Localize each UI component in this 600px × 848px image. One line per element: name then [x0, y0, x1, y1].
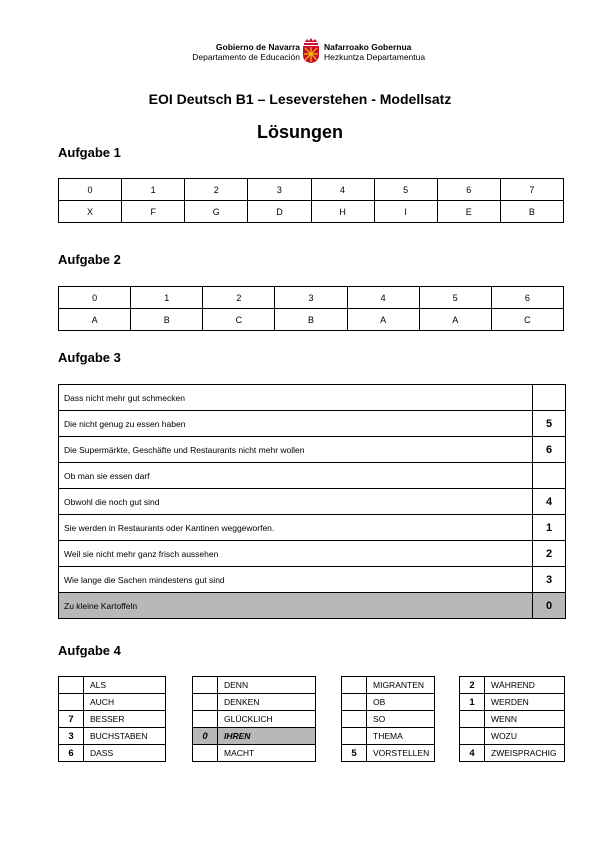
aufgabe4-row [460, 677, 565, 694]
aufgabe4-number [193, 677, 218, 694]
aufgabe4-number: 5 [342, 745, 367, 762]
aufgabe4-number [59, 694, 84, 711]
logo-right-text [324, 42, 425, 62]
aufgabe1-number-row [59, 179, 564, 201]
aufgabe4-number: 4 [460, 745, 485, 762]
aufgabe3-answer: 3 [533, 567, 566, 593]
aufgabe2-number: 2 [203, 287, 275, 309]
aufgabe4-word: DENN [218, 677, 316, 694]
aufgabe1-heading: Aufgabe 1 [58, 145, 121, 160]
aufgabe2-table [58, 286, 564, 331]
aufgabe4-row [460, 711, 565, 728]
aufgabe4-number: 2 [460, 677, 485, 694]
aufgabe4-number [59, 677, 84, 694]
aufgabe2-answer: A [59, 309, 131, 331]
aufgabe1-number: 7 [500, 179, 563, 201]
navarra-coat-of-arms-icon [301, 38, 321, 64]
aufgabe3-statement: Obwohl die noch gut sind [59, 489, 533, 515]
aufgabe4-word: VORSTELLEN [367, 745, 435, 762]
logo-right-line2: Hezkuntza Departamentua [324, 52, 426, 62]
aufgabe1-answer: E [437, 201, 500, 223]
aufgabe4-word: THEMA [367, 728, 435, 745]
aufgabe4-number [193, 745, 218, 762]
aufgabe1-number: 5 [374, 179, 437, 201]
aufgabe4-word: ZWEISPRACHIG [485, 745, 565, 762]
aufgabe1-number: 0 [59, 179, 122, 201]
aufgabe4-row [460, 694, 565, 711]
aufgabe4-example-row [193, 728, 316, 745]
aufgabe4-word: BUCHSTABEN [84, 728, 166, 745]
aufgabe4-word: IHREN [218, 728, 316, 745]
aufgabe3-statement: Ob man sie essen darf [59, 463, 533, 489]
aufgabe3-answer [533, 385, 566, 411]
aufgabe4-row [193, 711, 316, 728]
aufgabe4-word: OB [367, 694, 435, 711]
aufgabe4-word: MIGRANTEN [367, 677, 435, 694]
aufgabe4-row [342, 694, 435, 711]
aufgabe3-statement: Die nicht genug zu essen haben [59, 411, 533, 437]
aufgabe4-number: 1 [460, 694, 485, 711]
aufgabe3-heading: Aufgabe 3 [58, 350, 121, 365]
aufgabe4-number: 3 [59, 728, 84, 745]
aufgabe2-answer: B [131, 309, 203, 331]
aufgabe3-row [59, 489, 566, 515]
aufgabe4-word: MACHT [218, 745, 316, 762]
aufgabe1-number: 4 [311, 179, 374, 201]
aufgabe1-table [58, 178, 564, 223]
aufgabe2-number: 1 [131, 287, 203, 309]
aufgabe4-word: SO [367, 711, 435, 728]
aufgabe4-row [59, 728, 166, 745]
aufgabe4-word: DENKEN [218, 694, 316, 711]
aufgabe2-number-row [59, 287, 564, 309]
aufgabe4-row [342, 728, 435, 745]
aufgabe4-word: DASS [84, 745, 166, 762]
aufgabe1-answer: X [59, 201, 122, 223]
aufgabe4-row [460, 745, 565, 762]
aufgabe3-statement: Die Supermärkte, Geschäfte und Restaurants nicht mehr wollen [59, 437, 533, 463]
aufgabe4-row [193, 677, 316, 694]
aufgabe3-row [59, 437, 566, 463]
document-subtitle: Lösungen [257, 122, 343, 142]
aufgabe3-example-row [59, 593, 566, 619]
aufgabe2-answer-row [59, 309, 564, 331]
aufgabe4-number [342, 694, 367, 711]
aufgabe4-group-3 [341, 676, 435, 762]
aufgabe2-number: 6 [491, 287, 563, 309]
aufgabe3-statement: Weil sie nicht mehr ganz frisch aussehen [59, 541, 533, 567]
aufgabe3-statement: Zu kleine Kartoffeln [59, 593, 533, 619]
aufgabe1-answer-row [59, 201, 564, 223]
aufgabe1-answer: H [311, 201, 374, 223]
aufgabe1-answer: D [248, 201, 311, 223]
aufgabe4-word: ALS [84, 677, 166, 694]
aufgabe4-group-2 [192, 676, 316, 762]
aufgabe3-answer: 5 [533, 411, 566, 437]
aufgabe4-word: GLÜCKLICH [218, 711, 316, 728]
logo-left-line1: Gobierno de Navarra [215, 42, 300, 52]
aufgabe4-row [460, 728, 565, 745]
aufgabe1-answer: G [185, 201, 248, 223]
aufgabe2-heading: Aufgabe 2 [58, 252, 121, 267]
aufgabe4-number [193, 694, 218, 711]
aufgabe4-number [460, 728, 485, 745]
aufgabe4-row [59, 677, 166, 694]
aufgabe2-number: 4 [347, 287, 419, 309]
aufgabe2-answer: A [347, 309, 419, 331]
aufgabe3-row [59, 515, 566, 541]
aufgabe4-number: 6 [59, 745, 84, 762]
aufgabe3-answer: 6 [533, 437, 566, 463]
aufgabe4-number [342, 677, 367, 694]
aufgabe1-number: 1 [122, 179, 185, 201]
aufgabe4-row [59, 694, 166, 711]
logo-left-line2: Departamento de Educación [192, 52, 300, 62]
aufgabe2-number: 3 [275, 287, 347, 309]
aufgabe4-number [460, 711, 485, 728]
aufgabe2-number: 5 [419, 287, 491, 309]
aufgabe4-group-4 [459, 676, 565, 762]
aufgabe2-answer: B [275, 309, 347, 331]
aufgabe4-word: WENN [485, 711, 565, 728]
document-title: EOI Deutsch B1 – Leseverstehen - Modellsatz [148, 91, 452, 107]
aufgabe4-number: 0 [193, 728, 218, 745]
aufgabe3-statement: Dass nicht mehr gut schmecken [59, 385, 533, 411]
aufgabe4-row [342, 711, 435, 728]
logo-left-text [192, 42, 300, 62]
header-logo [0, 38, 600, 68]
aufgabe1-number: 3 [248, 179, 311, 201]
aufgabe4-word: BESSER [84, 711, 166, 728]
aufgabe1-answer: I [374, 201, 437, 223]
aufgabe4-row [59, 711, 166, 728]
aufgabe2-answer: C [491, 309, 563, 331]
aufgabe3-table [58, 384, 566, 619]
aufgabe1-answer: B [500, 201, 563, 223]
aufgabe2-answer: A [419, 309, 491, 331]
aufgabe4-row [59, 745, 166, 762]
aufgabe2-number: 0 [59, 287, 131, 309]
aufgabe3-row [59, 567, 566, 593]
aufgabe1-answer: F [122, 201, 185, 223]
aufgabe4-word: WERDEN [485, 694, 565, 711]
aufgabe4-row [342, 677, 435, 694]
aufgabe4-group-1 [58, 676, 166, 762]
aufgabe3-row [59, 463, 566, 489]
aufgabe3-statement: Wie lange die Sachen mindestens gut sind [59, 567, 533, 593]
aufgabe3-answer: 1 [533, 515, 566, 541]
aufgabe3-answer: 0 [533, 593, 566, 619]
aufgabe1-number: 2 [185, 179, 248, 201]
aufgabe4-word: AUCH [84, 694, 166, 711]
aufgabe3-row [59, 541, 566, 567]
aufgabe4-heading: Aufgabe 4 [58, 643, 121, 658]
aufgabe4-number [342, 728, 367, 745]
aufgabe3-answer [533, 463, 566, 489]
logo-right-line1: Nafarroako Gobernua [324, 42, 412, 52]
aufgabe4-number [342, 711, 367, 728]
aufgabe4-number [193, 711, 218, 728]
aufgabe3-answer: 4 [533, 489, 566, 515]
aufgabe4-word: WÄHREND [485, 677, 565, 694]
aufgabe4-number: 7 [59, 711, 84, 728]
aufgabe4-row [342, 745, 435, 762]
aufgabe4-word: WOZU [485, 728, 565, 745]
aufgabe1-number: 6 [437, 179, 500, 201]
aufgabe3-answer: 2 [533, 541, 566, 567]
aufgabe4-row [193, 745, 316, 762]
aufgabe3-row [59, 385, 566, 411]
aufgabe3-row [59, 411, 566, 437]
aufgabe3-statement: Sie werden in Restaurants oder Kantinen weggeworfen. [59, 515, 533, 541]
aufgabe2-answer: C [203, 309, 275, 331]
aufgabe4-row [193, 694, 316, 711]
